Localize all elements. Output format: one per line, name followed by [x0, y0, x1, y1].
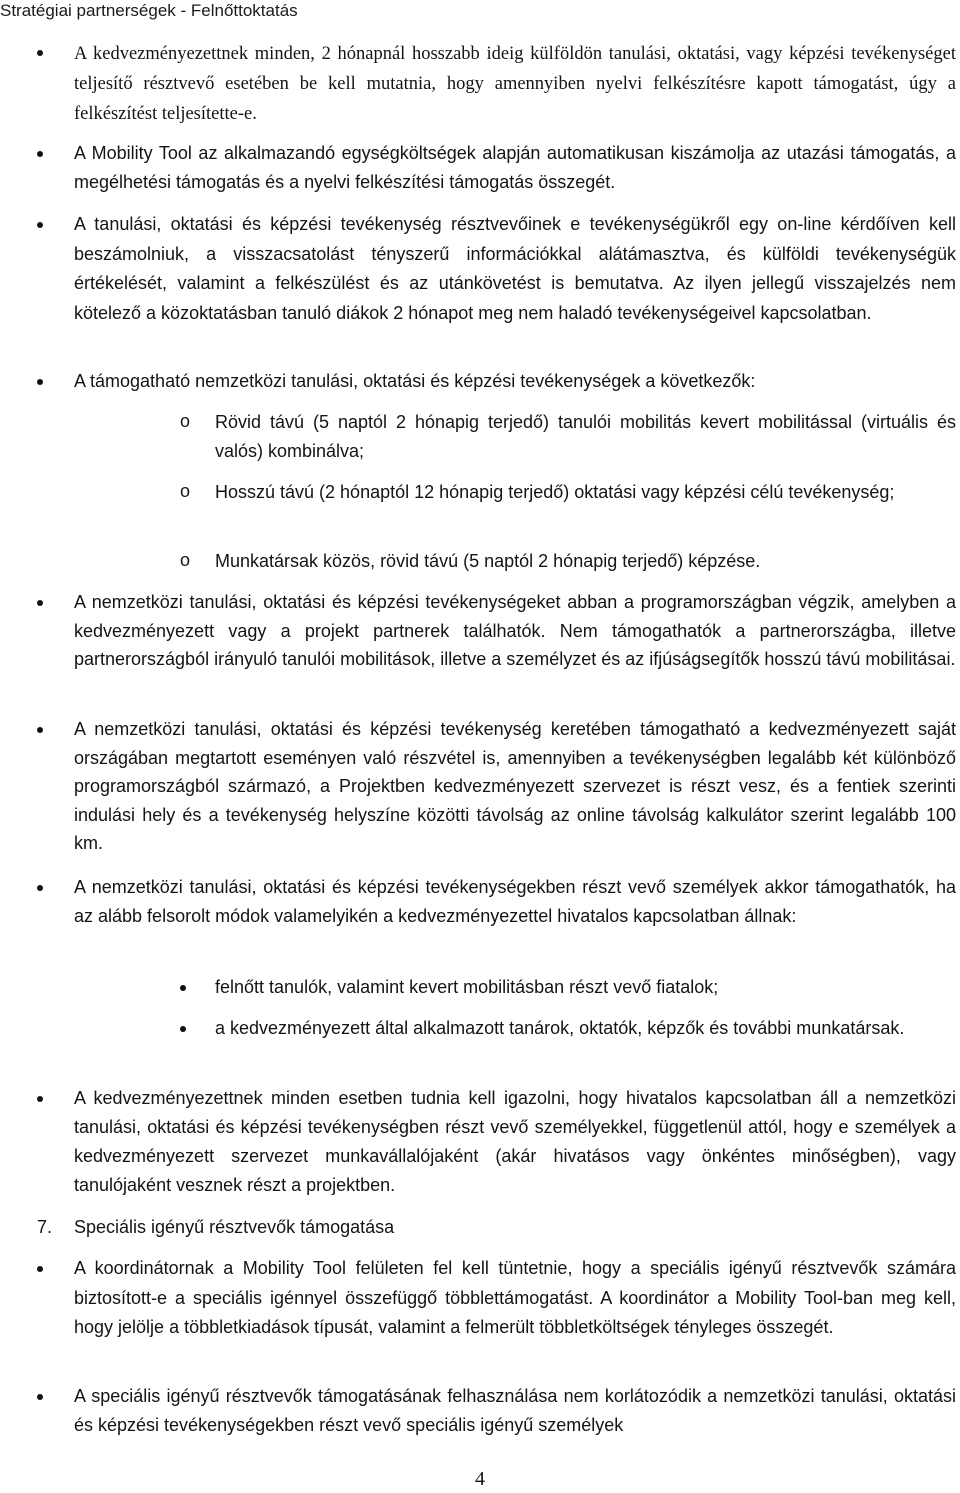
bullet-icon — [180, 1026, 186, 1032]
paragraph-2: A Mobility Tool az alkalmazandó egységköltségek alapján automatikusan kiszámolja az utazási támogatás, a megélhetési támogatás és a nyelvi felkészítési támogatás összegét. — [74, 143, 956, 192]
activity-type-item: Munkatársak közös, rövid távú (5 naptól 2 hónapig terjedő) képzése. — [215, 551, 761, 571]
bullet-icon — [37, 1394, 43, 1400]
section-number: 7. — [37, 1217, 53, 1237]
paragraph-9: A koordinátornak a Mobility Tool felületen fel kell tüntetnie, hogy a speciális igényű résztvevők számára biztosított-e a speciális igénnyel összefüggő többlettámogatást. A koordinátor a Mobility Tool-ban meg kell, hogy jelölje a többletkiadások típusát, valamint a felmerült többletköltségek tényleges összegét. — [74, 1258, 956, 1337]
bullet-icon — [37, 50, 43, 56]
bullet-icon — [180, 985, 186, 991]
sub-item-marker: o — [180, 411, 191, 431]
paragraph-1: A kedvezményezettnek minden, 2 hónapnál hosszabb ideig külföldön tanulási, oktatási, vagy képzési tevékenységet teljesítő résztvevő esetében be kell mutatnia, hogy amennyiben nyelvi felkészítésre kapott támogatást, úgy a felkészítést teljesítette-e. — [74, 44, 956, 124]
participant-type-item: a kedvezményezett által alkalmazott tanárok, oktatók, képzők és további munkatársak. — [215, 1018, 905, 1038]
paragraph-7: A nemzetközi tanulási, oktatási és képzési tevékenységekben részt vevő személyek akkor támogathatók, ha az alább felsorolt módok valamelyikén a kedvezményezettel hivatalos kapcsolatban állnak: — [74, 877, 956, 926]
bullet-icon — [37, 151, 43, 157]
page-number: 4 — [475, 1468, 485, 1490]
sub-item-marker: o — [180, 481, 191, 501]
bullet-icon — [37, 1266, 43, 1272]
paragraph-4: A támogatható nemzetközi tanulási, oktatási és képzési tevékenységek a következők: — [74, 371, 756, 391]
bullet-icon — [37, 1096, 43, 1102]
bullet-icon — [37, 885, 43, 891]
activity-type-item: Hosszú távú (2 hónaptól 12 hónapig terjedő) oktatási vagy képzési célú tevékenység; — [215, 482, 895, 502]
paragraph-6: A nemzetközi tanulási, oktatási és képzési tevékenység keretében támogatható a kedvezményezett saját országában megtartott eseményen való részvétel is, amennyiben a tevékenységben legalább két különböző programországból származó, a Projektben kedvezményezett szervezet is részt vesz, és a fentiek szerinti indulási hely és a tevékenység helyszíne közötti távolság az online távolság kalkulátor szerint legalább 100 km. — [74, 719, 956, 853]
activity-type-item: Rövid távú (5 naptól 2 hónapig terjedő) tanulói mobilitás kevert mobilitással (virtuális és valós) kombinálva; — [215, 412, 956, 461]
bullet-icon — [37, 727, 43, 733]
bullet-icon — [37, 222, 43, 228]
paragraph-10: A speciális igényű résztvevők támogatásának felhasználása nem korlátozódik a nemzetközi tanulási, oktatási és képzési tevékenységekben részt vevő speciális igényű személyek — [74, 1386, 956, 1435]
bullet-icon — [37, 600, 43, 606]
paragraph-5: A nemzetközi tanulási, oktatási és képzési tevékenységeket abban a programországban végzik, amelyben a kedvezményezett vagy a projekt partnerek találhatók. Nem támogathatók a partnerországba, illetve partnerországból irányuló tanulói mobilitások, illetve a személyzet és az ifjúságsegítők hosszú távú mobilitásai. — [74, 592, 956, 669]
section-heading: Speciális igényű résztvevők támogatása — [74, 1217, 395, 1237]
paragraph-8: A kedvezményezettnek minden esetben tudnia kell igazolni, hogy hivatalos kapcsolatban áll a nemzetközi tanulási, oktatási és képzési tevékenységben részt vevő személyekkel, függetlenül attól, hogy e személyek a kedvezményezett szervezet munkavállalójaként (akár hivatásos vagy önkéntes minőségben), vagy tanulójaként vesznek részt a projektben. — [74, 1088, 956, 1195]
participant-type-item: felnőtt tanulók, valamint kevert mobilitásban részt vevő fiatalok; — [215, 977, 719, 997]
sub-item-marker: o — [180, 550, 191, 570]
running-header: Stratégiai partnerségek - Felnőttoktatás — [0, 1, 298, 20]
bullet-icon — [37, 379, 43, 385]
paragraph-3: A tanulási, oktatási és képzési tevékenység résztvevőinek e tevékenységükről egy on-line kérdőíven kell beszámolniuk, a visszacsatolást tényszerű információkkal alátámasztva, és külföldi tevékenységük értékelését, valamint a felkészülést és az utánkövetést is bemutatva. Az ilyen jellegű visszajelzés nem kötelező a közoktatásban tanuló diákok 2 hónapot meg nem haladó tevékenységeivel kapcsolatban. — [74, 214, 956, 323]
